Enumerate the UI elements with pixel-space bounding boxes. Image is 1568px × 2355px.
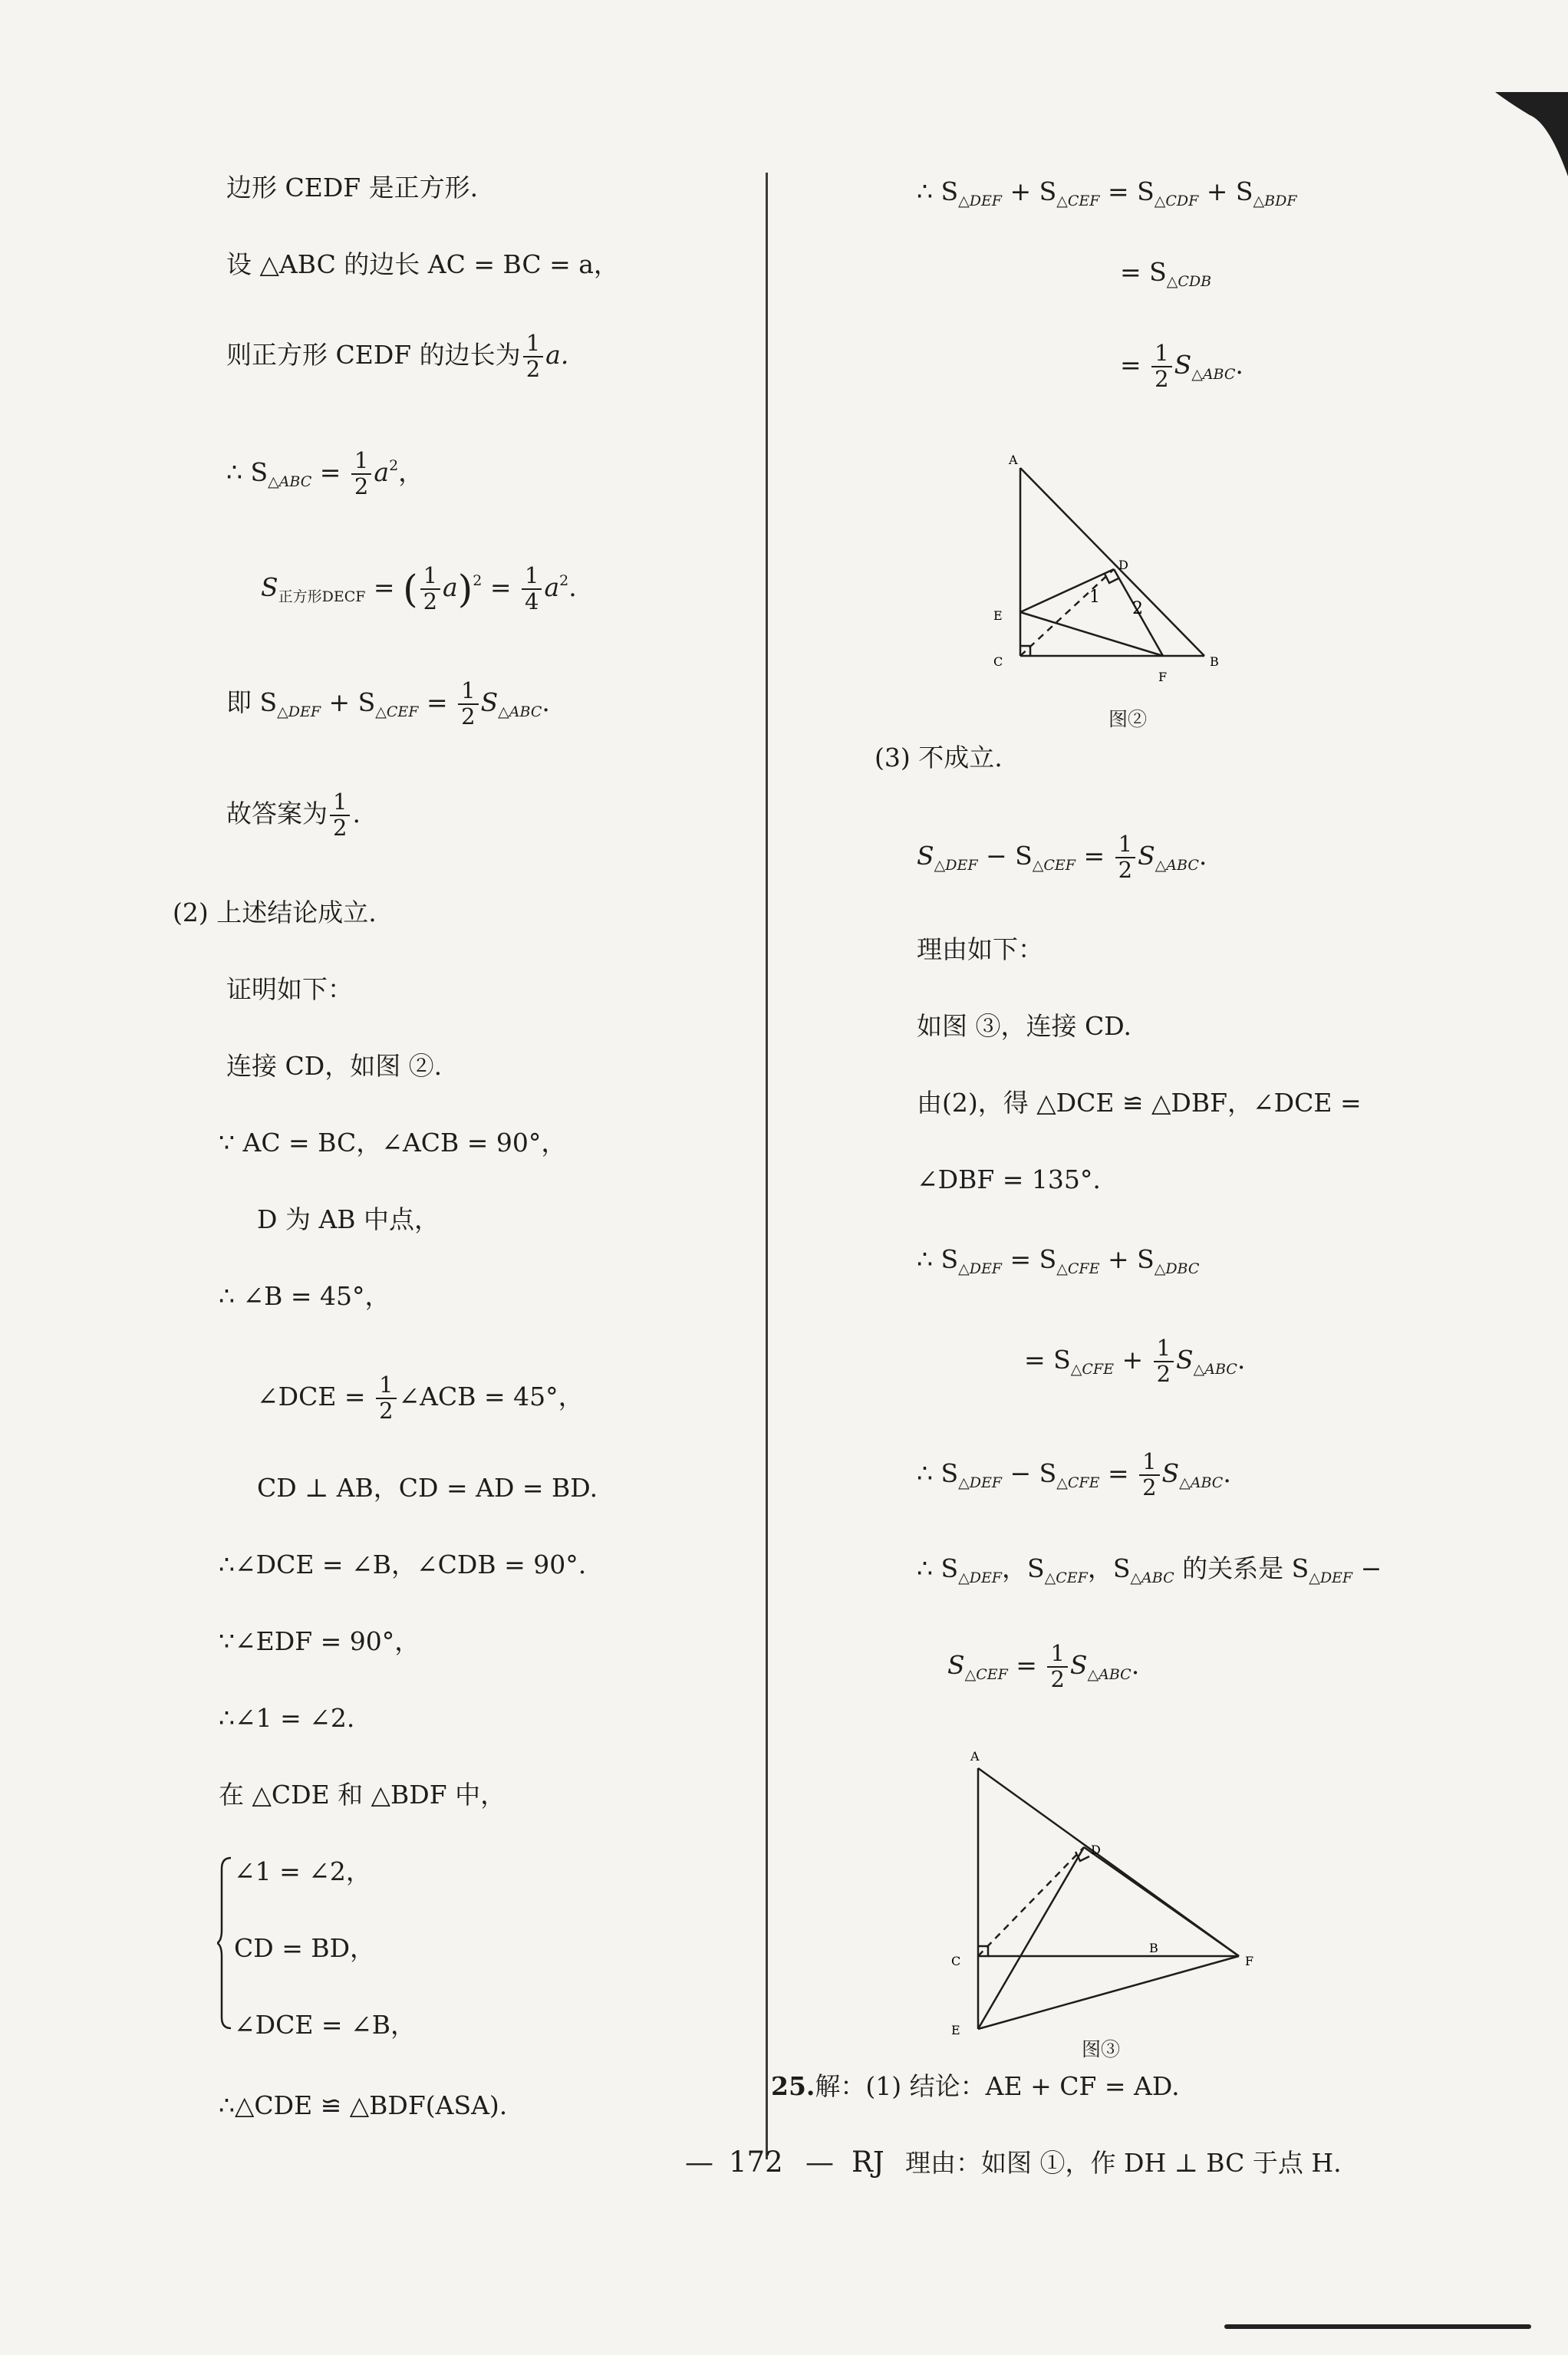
problem-25 — [771, 2071, 1180, 2102]
line-area-square: $S_{正方形DECF}$ = ( $\frac{1}{2}$ a)$^2$ = $\frac{1}{4}$ $a^2$. — [261, 562, 577, 614]
line-fig3-connect: 如图 ③，连接 CD. — [917, 1011, 1132, 1041]
line-relation: ∴ $S_{\triangle DEF}$，$S_{\triangle CEF}$，$S_{\triangle ABC}$ 的关系是 $S_{\triangle DEF}$ − — [917, 1553, 1382, 1586]
footer-dash-left: — — [685, 2146, 713, 2179]
line-square-statement: 边形 CEDF 是正方形. — [226, 173, 479, 203]
label-angle-1: 1 — [1089, 588, 1100, 607]
line-angle-dbf: ∠DBF = 135°. — [917, 1164, 1101, 1194]
line-angle-dce: ∠DCE = $\frac{1}{2}$ ∠ACB = 45°， — [257, 1372, 584, 1424]
line-part3-claim: $S_{\triangle DEF} - S_{\triangle CEF}$ = $\frac{1}{2}$ $S_{\triangle ABC}$. — [917, 831, 1207, 883]
line-proof-intro: 证明如下： — [226, 974, 353, 1004]
line-angle-b: ∴ ∠B = 45°， — [219, 1281, 390, 1311]
line-from-part2: 由(2)，得 △DCE ≌ △DBF，∠DCE = — [917, 1088, 1362, 1118]
fraction-half: $\frac{1}{2}$ — [523, 331, 543, 382]
system-brace — [217, 1855, 234, 2031]
line-reason: 理由如下： — [917, 934, 1043, 964]
label-angle-2: 2 — [1132, 599, 1143, 618]
line-area-sum: 即 $S_{\triangle DEF} + S_{\triangle CEF}$ = $\frac{1}{2}$ $S_{\triangle ABC}$. — [226, 677, 550, 730]
label-c: C — [993, 654, 1003, 669]
segment-ef — [978, 1956, 1239, 2029]
line-congruent: ∴△CDE ≌ △BDF(ASA). — [219, 2090, 508, 2120]
line-perpendicular: CD ⊥ AB，CD = AD = BD. — [257, 1473, 598, 1503]
label-d: D — [1118, 558, 1128, 572]
label-f: F — [1245, 1954, 1254, 1968]
scan-corner-mark — [1495, 92, 1568, 184]
line-angles-equal: ∴∠DCE = ∠B，∠CDB = 90°. — [219, 1550, 587, 1579]
figure-2 — [982, 437, 1243, 690]
line-area-chain-1: ∴ $S_{\triangle DEF} + S_{\triangle CEF} = S_{\triangle CDF} + S_{\triangle BDF}$ — [917, 176, 1297, 209]
label-e: E — [993, 608, 1003, 623]
footer-dash-right: — — [805, 2146, 834, 2179]
line-given: ∵ AC = BC，∠ACB = 90°， — [219, 1128, 567, 1158]
text: a. — [545, 339, 569, 370]
line-area-diff: ∴ $S_{\triangle DEF} - S_{\triangle CFE}$ = $\frac{1}{2}$ $S_{\triangle ABC}$. — [917, 1448, 1231, 1500]
label-a: A — [1009, 453, 1018, 467]
footer-code: RJ — [852, 2146, 884, 2179]
segment-ed — [978, 1847, 1084, 2029]
line-cond-1: ∠1 = ∠2， — [234, 1856, 371, 1886]
column-divider — [766, 173, 768, 2159]
problem-number: 25. — [771, 2071, 815, 2101]
line-area-chain-2: = $S_{\triangle CDB}$ — [1120, 257, 1212, 290]
line-connect-cd: 连接 CD，如图 ②. — [226, 1051, 443, 1081]
line-angle-1-2: ∴∠1 = ∠2. — [219, 1703, 355, 1733]
line-midpoint: D 为 AB 中点， — [257, 1204, 440, 1234]
line-area-abc: ∴ $S_{\triangle ABC}$ = $\frac{1}{2}$ $a^2$， — [226, 447, 424, 499]
problem-25-conclusion: 解：(1) 结论：AE + CF = AD. — [815, 2071, 1180, 2101]
figure-3 — [944, 1734, 1289, 2040]
segment-cd-dashed — [1020, 569, 1114, 656]
line-triangles: 在 △CDE 和 △BDF 中， — [219, 1780, 506, 1810]
line-area-chain-3: = $\frac{1}{2}$ $S_{\triangle ABC}$. — [1120, 340, 1244, 392]
line-cond-2: CD = BD， — [234, 1933, 376, 1963]
page-number: 172 — [729, 2146, 783, 2179]
label-f: F — [1158, 670, 1168, 684]
figure-3-caption: 图③ — [1082, 2038, 1121, 2060]
text: 则正方形 CEDF 的边长为 — [226, 339, 521, 370]
line-set-side: 设 △ABC 的边长 AC = BC = a， — [226, 249, 619, 279]
line-cond-3: ∠DCE = ∠B， — [234, 2010, 416, 2040]
line-angle-edf: ∵∠EDF = 90°， — [219, 1626, 420, 1656]
line-area-def-2: = $S_{\triangle CFE}$ + $\frac{1}{2}$ $S_{\triangle ABC}$. — [1024, 1335, 1246, 1387]
part-3-heading: (3) 不成立. — [875, 743, 1003, 772]
label-b: B — [1149, 1941, 1158, 1955]
figure-2-caption: 图② — [1108, 708, 1148, 730]
scan-edge-mark — [1224, 2324, 1531, 2329]
label-e: E — [951, 2023, 960, 2037]
segment-df — [1084, 1847, 1239, 1956]
line-area-def: ∴ $S_{\triangle DEF} = S_{\triangle CFE} + S_{\triangle DBC}$ — [917, 1244, 1200, 1277]
segment-ab — [1020, 468, 1204, 656]
line-relation-2: $S_{\triangle CEF}$ = $\frac{1}{2}$ $S_{\triangle ABC}$. — [947, 1640, 1140, 1692]
part-2-heading: (2) 上述结论成立. — [173, 898, 377, 927]
label-a: A — [970, 1749, 980, 1764]
line-square-side — [226, 331, 568, 382]
label-b: B — [1210, 654, 1219, 669]
line-reason-25: 理由：如图 ①，作 DH ⊥ BC 于点 H. — [905, 2148, 1342, 2178]
label-d: D — [1091, 1843, 1101, 1857]
line-answer: 故答案为 $\frac{1}{2}$ . — [226, 789, 361, 841]
label-c: C — [951, 1954, 961, 1968]
